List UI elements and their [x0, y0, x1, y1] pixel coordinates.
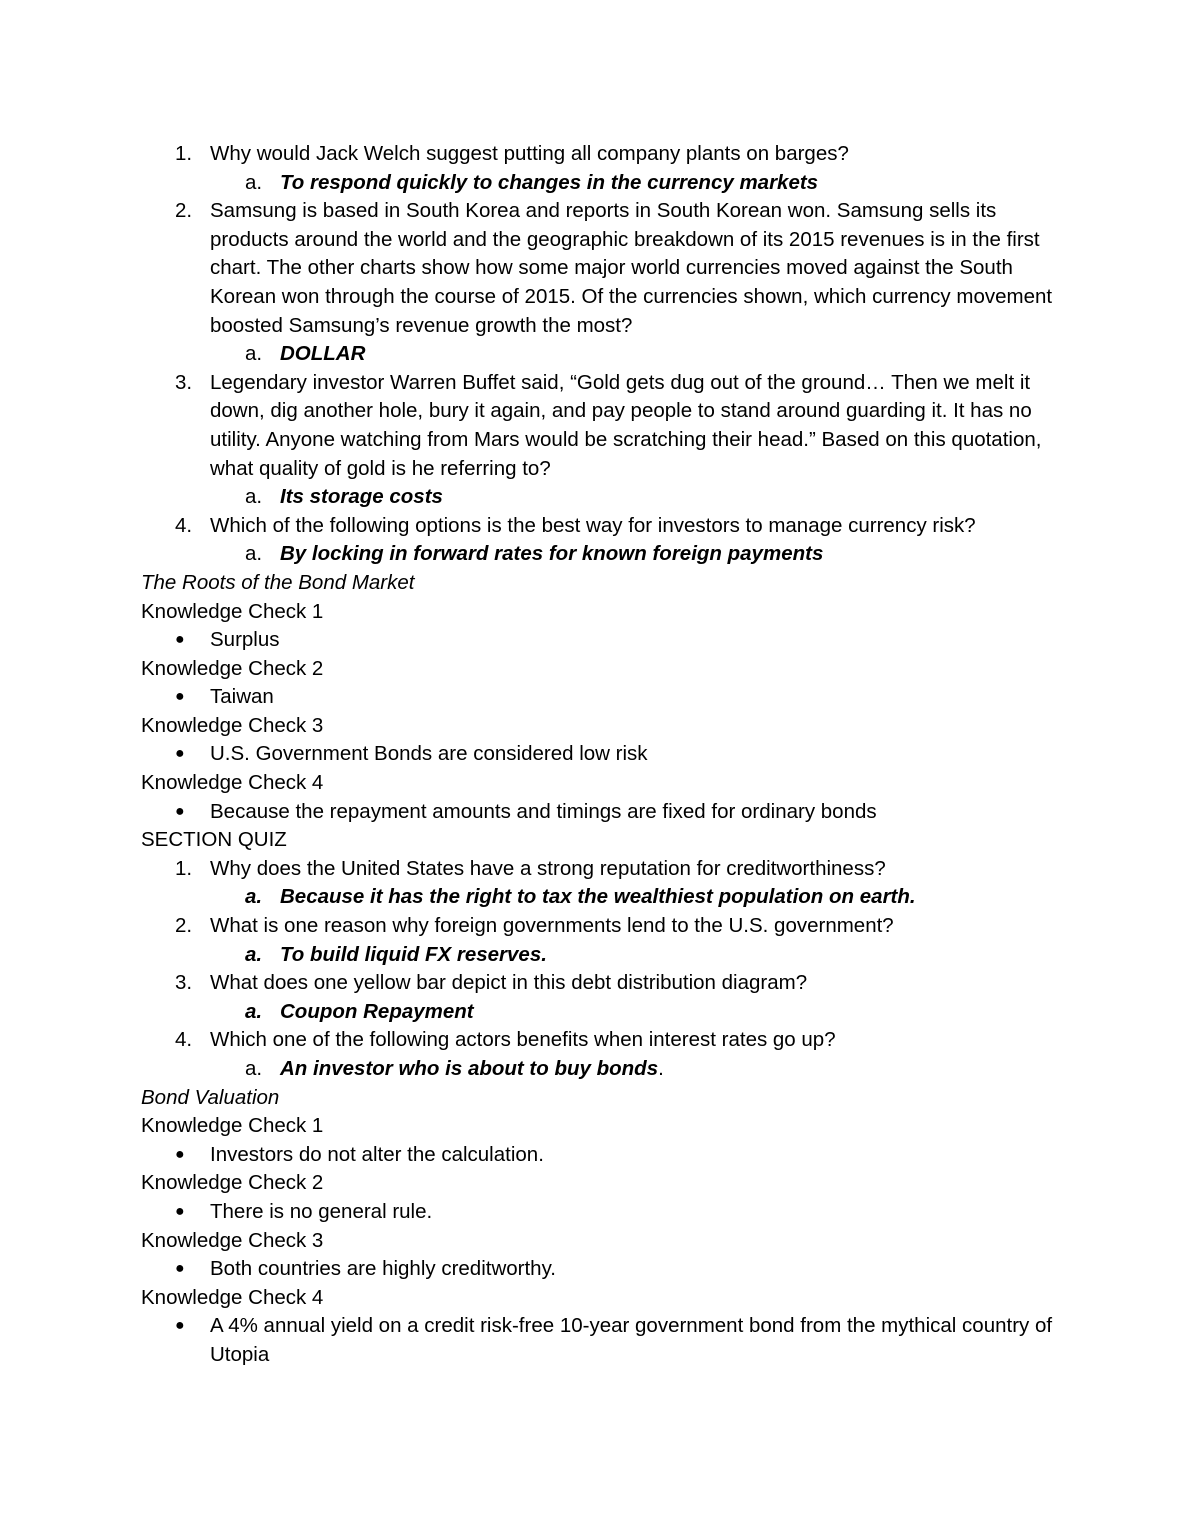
knowledge-check-label: Knowledge Check 2 — [141, 656, 324, 680]
question-text: What is one reason why foreign governments lend to the U.S. government? — [210, 914, 894, 938]
bullet-icon: ● — [175, 688, 185, 706]
answer-text: Its storage costs — [280, 485, 443, 509]
answer-marker: a. — [245, 485, 263, 509]
question-text: What does one yellow bar depict in this debt distribution diagram? — [210, 971, 808, 995]
question-text: Samsung is based in South Korea and reports in South Korean won. Samsung sells its products around the world and the geographic breakdown of its 2015 revenues is in the first chart. The other charts show how some major world currencies moved against the South Korean won through the course of 2015. Of the currencies shown, which currency movement boosted Samsung’s revenue growth the most? — [210, 199, 1053, 337]
answer-item — [141, 998, 1071, 1027]
answer-item — [141, 540, 1071, 569]
question-text: Legendary investor Warren Buffet said, “Gold gets dug out of the ground… Then we melt it down, dig another hole, bury it again, and pay people to stand around guarding it. It has no utility. Anyone watching from Mars would be scratching their head.” Based on this quotation, what quality of gold is he referring to? — [210, 370, 1042, 480]
answer-text: To build liquid FX reserves. — [280, 942, 547, 966]
item-number: 2. — [175, 199, 193, 223]
question-text: Which of the following options is the best way for investors to manage currency risk? — [210, 513, 976, 537]
bullet-item — [141, 1312, 1071, 1369]
answer-text: An investor who is about to buy bonds — [280, 1057, 659, 1080]
bullet-item — [141, 1198, 1071, 1227]
item-number: 2. — [175, 914, 193, 938]
list-item — [141, 1026, 1071, 1055]
question-text: Which one of the following actors benefits when interest rates go up? — [210, 1028, 836, 1052]
list-item — [141, 912, 1071, 941]
answer-item — [141, 483, 1071, 512]
bullet-text: Both countries are highly creditworthy. — [210, 1257, 557, 1281]
question-text: Why would Jack Welch suggest putting all company plants on barges? — [210, 142, 849, 165]
section-quiz-title: SECTION QUIZ — [141, 828, 287, 852]
bullet-text: Surplus — [210, 628, 280, 652]
list-item — [141, 969, 1071, 998]
answer-text: DOLLAR — [280, 342, 366, 366]
bullet-item — [141, 798, 1071, 827]
bullet-text: Because the repayment amounts and timings are fixed for ordinary bonds — [210, 799, 877, 823]
answer-marker: a. — [245, 170, 263, 194]
bullet-text: Investors do not alter the calculation. — [210, 1142, 544, 1166]
list-item — [141, 197, 1071, 340]
knowledge-check-label: Knowledge Check 3 — [141, 1228, 324, 1252]
knowledge-check-label: Knowledge Check 1 — [141, 599, 324, 623]
bullet-icon: ● — [175, 1202, 185, 1220]
bullet-text: U.S. Government Bonds are considered low risk — [210, 742, 648, 766]
answer-marker: a. — [245, 542, 263, 566]
answer-marker: a. — [245, 999, 263, 1023]
bullet-text: A 4% annual yield on a credit risk-free 10-year government bond from the mythical country of Utopia — [210, 1314, 1053, 1366]
knowledge-check-label: Knowledge Check 3 — [141, 713, 324, 737]
item-number: 4. — [175, 1028, 193, 1052]
answer-marker: a. — [245, 942, 263, 966]
answer-item — [141, 169, 1071, 198]
bullet-icon: ● — [175, 1145, 185, 1163]
knowledge-check-label: Knowledge Check 2 — [141, 1171, 324, 1195]
bullet-icon: ● — [175, 802, 185, 820]
bullet-text: There is no general rule. — [210, 1199, 433, 1223]
bullet-icon: ● — [175, 631, 185, 649]
bullet-item — [141, 1141, 1071, 1170]
section-title: The Roots of the Bond Market — [141, 570, 415, 594]
item-number: 1. — [175, 142, 193, 165]
answer-text: Coupon Repayment — [280, 999, 474, 1023]
answer-text: By locking in forward rates for known foreign payments — [280, 542, 824, 566]
bullet-icon: ● — [175, 745, 185, 763]
item-number: 1. — [175, 856, 193, 880]
item-number: 3. — [175, 971, 193, 995]
answer-item — [141, 883, 1071, 912]
list-item — [141, 140, 1071, 169]
item-number: 4. — [175, 513, 193, 537]
knowledge-check-label: Knowledge Check 4 — [141, 771, 324, 795]
answer-text: Because it has the right to tax the wealthiest population on earth. — [280, 885, 916, 909]
list-item — [141, 855, 1071, 884]
answer-marker: a. — [245, 1057, 263, 1080]
bullet-item — [141, 1255, 1071, 1284]
bullet-item — [141, 740, 1071, 769]
answer-trailing: . — [658, 1057, 664, 1080]
bullet-icon: ● — [175, 1260, 185, 1278]
bullet-icon: ● — [175, 1317, 185, 1335]
knowledge-check-label: Knowledge Check 4 — [141, 1285, 324, 1309]
answer-item — [141, 1055, 1071, 1084]
answer-marker: a. — [245, 342, 263, 366]
document-content — [141, 140, 1071, 1370]
list-item — [141, 512, 1071, 541]
answer-item — [141, 340, 1071, 369]
answer-line — [280, 1055, 1071, 1084]
item-number: 3. — [175, 370, 193, 394]
bullet-item — [141, 683, 1071, 712]
bullet-item — [141, 626, 1071, 655]
answer-marker: a. — [245, 885, 263, 909]
question-text: Why does the United States have a strong reputation for creditworthiness? — [210, 856, 886, 880]
answer-item — [141, 941, 1071, 970]
section-title: Bond Valuation — [141, 1085, 280, 1109]
list-item — [141, 369, 1071, 483]
bullet-text: Taiwan — [210, 685, 274, 709]
answer-text: To respond quickly to changes in the currency markets — [280, 170, 819, 194]
knowledge-check-label: Knowledge Check 1 — [141, 1114, 324, 1138]
